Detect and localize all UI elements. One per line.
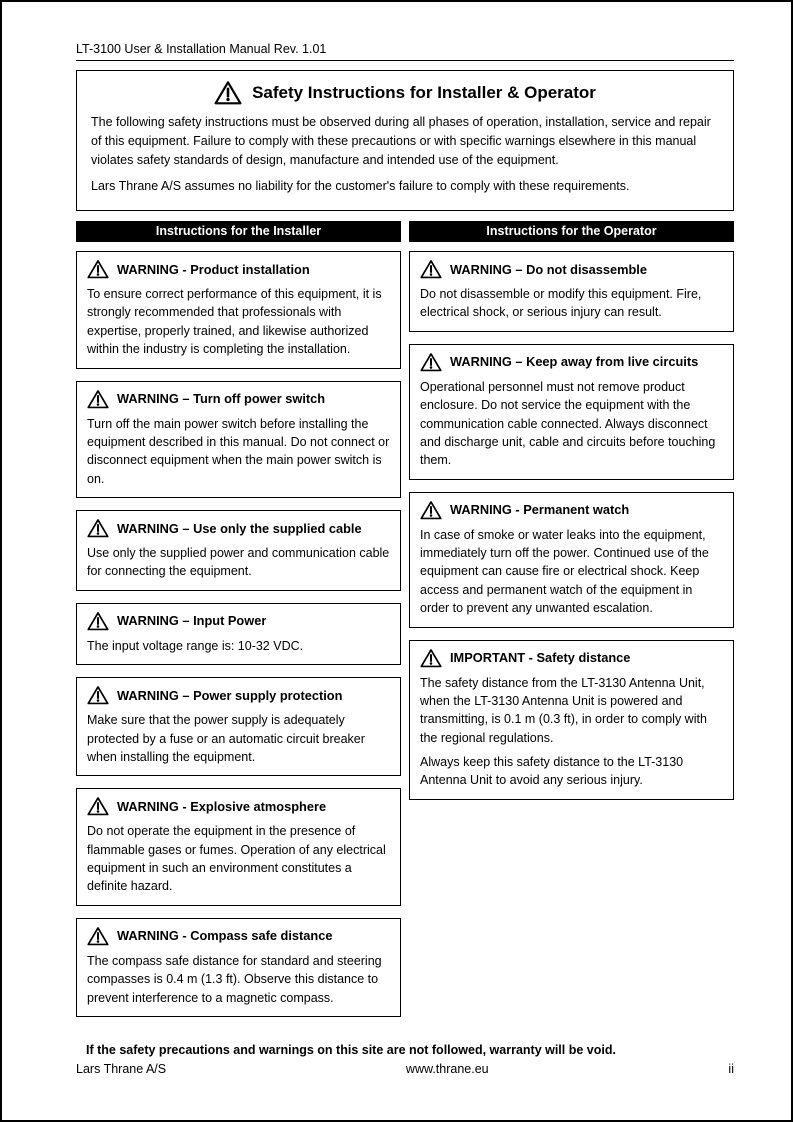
warning-box-title bbox=[87, 685, 390, 705]
operator-column bbox=[409, 221, 734, 1029]
safety-intro-paragraph: The following safety instructions must be observed during all phases of operation, installation, service and repair of this equipment. Failure to comply with these precautions or with specific warnings elsewhere in this manual violates safety standards of design, manufacture and intended use of the equipment. bbox=[91, 115, 711, 167]
warning-box-title bbox=[87, 259, 390, 279]
warning-box-title bbox=[420, 500, 723, 520]
warning-box-paragraph: The input voltage range is: 10-32 VDC. bbox=[87, 638, 304, 653]
warning-box-paragraph: Do not disassemble or modify this equipment. Fire, electrical shock, or serious injury can result. bbox=[420, 287, 702, 320]
doc-header: LT-3100 User & Installation Manual Rev. 1.01 bbox=[76, 42, 734, 61]
warning-box-title-text: WARNING – Use only the supplied cable bbox=[117, 520, 362, 536]
warning-box-title bbox=[87, 389, 390, 409]
warning-box-title bbox=[87, 518, 390, 538]
warning-box-title-text: WARNING – Do not disassemble bbox=[450, 261, 647, 277]
warning-box bbox=[76, 381, 401, 499]
warning-box-title bbox=[420, 648, 723, 668]
warning-triangle-icon bbox=[87, 926, 109, 946]
warning-box-title bbox=[87, 796, 390, 816]
safety-instructions-title bbox=[91, 80, 719, 105]
warning-box bbox=[409, 251, 734, 332]
warning-box-paragraph: In case of smoke or water leaks into the equipment, immediately turn off the power. Continued use of the equipment can cause fire or electrical shock. Keep access and permanent watch of the equipment in order to prevent any unwanted escalation. bbox=[420, 527, 709, 616]
installer-column bbox=[76, 221, 401, 1029]
operator-warning-boxes bbox=[409, 251, 734, 800]
warning-triangle-icon bbox=[420, 259, 442, 279]
warning-box-title-text: WARNING - Permanent watch bbox=[450, 502, 630, 518]
warning-box bbox=[76, 677, 401, 776]
warning-box-paragraph: Operational personnel must not remove product enclosure. Do not service the equipment with the communication cable connected. Always disconnect and discharge unit, cable and circuits before touching them. bbox=[420, 379, 716, 468]
footer-company: Lars Thrane A/S bbox=[76, 1062, 167, 1076]
warning-triangle-icon bbox=[420, 648, 442, 668]
warning-box-title bbox=[420, 352, 723, 372]
warning-box bbox=[76, 603, 401, 665]
warning-box-title bbox=[87, 926, 390, 946]
instruction-columns bbox=[76, 221, 734, 1029]
warning-triangle-icon bbox=[87, 611, 109, 631]
warning-triangle-icon bbox=[214, 80, 242, 105]
warranty-note: If the safety precautions and warnings on this site are not followed, warranty will be void. bbox=[86, 1042, 616, 1057]
warning-box-paragraph: To ensure correct performance of this equipment, it is strongly recommended that professionals with expertise, properly trained, and likewise authorized within the industry is completing the installation. bbox=[87, 287, 382, 357]
warning-box bbox=[76, 510, 401, 591]
warning-box-title-text: WARNING – Turn off power switch bbox=[117, 391, 326, 406]
warning-box-title-text: WARNING - Compass safe distance bbox=[117, 928, 333, 944]
warning-box bbox=[409, 344, 734, 480]
warning-box-title-text: WARNING - Explosive atmosphere bbox=[117, 798, 327, 814]
warning-box bbox=[76, 788, 401, 906]
warning-triangle-icon bbox=[87, 518, 109, 538]
operator-column-header: Instructions for the Operator bbox=[409, 221, 734, 242]
warning-box-title-text: WARNING – Power supply protection bbox=[117, 687, 343, 703]
warning-box-paragraph: Turn off the main power switch before installing the equipment described in this manual. Do not connect or disconnect equipment when the main power switch is on. bbox=[87, 416, 390, 486]
installer-warning-boxes bbox=[76, 251, 401, 1017]
warning-box-title-text: WARNING – Input Power bbox=[117, 613, 267, 629]
warning-box bbox=[409, 640, 734, 800]
warning-triangle-icon bbox=[420, 352, 442, 372]
safety-title-text: Safety Instructions for Installer & Operator bbox=[252, 82, 596, 102]
safety-liability-paragraph: Lars Thrane A/S assumes no liability for the customer's failure to comply with these requirements. bbox=[91, 179, 630, 194]
warning-box-title bbox=[420, 259, 723, 279]
warning-box-paragraph: Do not operate the equipment in the presence of flammable gases or fumes. Operation of any electrical equipment in such an environment constitutes a definite hazard. bbox=[87, 824, 386, 894]
warning-box-title-text: WARNING – Keep away from live circuits bbox=[450, 354, 699, 370]
footer-website: www.thrane.eu bbox=[405, 1062, 489, 1076]
warning-box bbox=[76, 251, 401, 369]
warning-box-paragraph: The safety distance from the LT-3130 Antenna Unit, when the LT-3130 Antenna Unit is powered and transmitting, is 0.1 m (0.3 ft), in order to comply with the regional regulations. bbox=[420, 675, 707, 745]
warning-box-paragraph: The compass safe distance for standard and steering compasses is 0.4 m (1.3 ft). Observe this distance to prevent interference to a magnetic compass. bbox=[87, 953, 382, 1005]
warning-box-paragraph: Use only the supplied power and communication cable for connecting the equipment. bbox=[87, 546, 390, 579]
warning-triangle-icon bbox=[420, 500, 442, 520]
warning-box-title-text: IMPORTANT - Safety distance bbox=[450, 650, 631, 665]
installer-column-header: Instructions for the Installer bbox=[76, 221, 401, 242]
warning-triangle-icon bbox=[87, 796, 109, 816]
warning-box-paragraph: Always keep this safety distance to the LT-3130 Antenna Unit to avoid any serious injury. bbox=[420, 755, 684, 788]
warning-box-title bbox=[87, 611, 390, 631]
footer-page-number: ii bbox=[728, 1062, 734, 1076]
warning-box bbox=[409, 492, 734, 628]
page-footer bbox=[76, 1062, 734, 1076]
warning-box-paragraph: Make sure that the power supply is adequately protected by a fuse or an automatic circuit breaker when installing the equipment. bbox=[87, 713, 365, 764]
warning-triangle-icon bbox=[87, 685, 109, 705]
warning-box-title-text: WARNING - Product installation bbox=[117, 261, 310, 277]
safety-instructions-box bbox=[76, 70, 734, 211]
warning-triangle-icon bbox=[87, 389, 109, 409]
warning-box bbox=[76, 918, 401, 1017]
warning-triangle-icon bbox=[87, 259, 109, 279]
